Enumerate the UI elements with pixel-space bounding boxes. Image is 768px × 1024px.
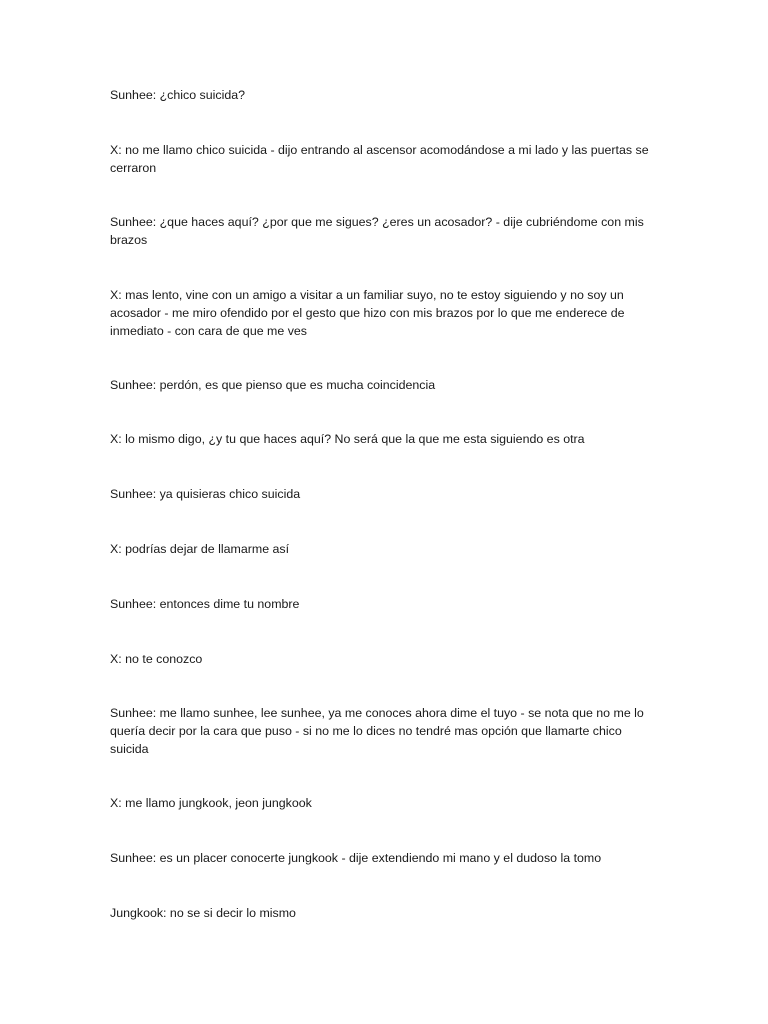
paragraph: Jungkook: no se si decir lo mismo <box>110 906 296 920</box>
paragraph: X: no te conozco <box>110 652 203 666</box>
paragraph: Sunhee: ya quisieras chico suicida <box>110 487 301 501</box>
paragraph: X: podrías dejar de llamarme así <box>110 542 290 556</box>
paragraph: Sunhee: me llamo sunhee, lee sunhee, ya me conoces ahora dime el tuyo - se nota que no me lo quería decir por la cara que puso - si no me lo dices no tendré mas opción que llamarte chico suicida <box>110 706 644 756</box>
paragraph: X: mas lento, vine con un amigo a visitar a un familiar suyo, no te estoy siguiendo y no soy un acosador - me miro ofendido por el gesto que hizo con mis brazos por lo que me enderece de inmediato - con cara de que me ves <box>110 288 625 338</box>
paragraph: Sunhee: ¿que haces aquí? ¿por que me sigues? ¿eres un acosador? - dije cubriéndome con mis brazos <box>110 215 644 247</box>
paragraph: X: me llamo jungkook, jeon jungkook <box>110 796 312 810</box>
paragraph: X: no me llamo chico suicida - dijo entrando al ascensor acomodándose a mi lado y las puertas se cerraron <box>110 143 649 175</box>
paragraph: Sunhee: ¿chico suicida? <box>110 88 246 102</box>
paragraph: Sunhee: entonces dime tu nombre <box>110 597 300 611</box>
paragraph: Sunhee: perdón, es que pienso que es mucha coincidencia <box>110 378 436 392</box>
paragraph: Sunhee: es un placer conocerte jungkook - dije extendiendo mi mano y el dudoso la tomo <box>110 851 602 865</box>
paragraph: X: lo mismo digo, ¿y tu que haces aquí? No será que la que me esta siguiendo es otra <box>110 432 585 446</box>
